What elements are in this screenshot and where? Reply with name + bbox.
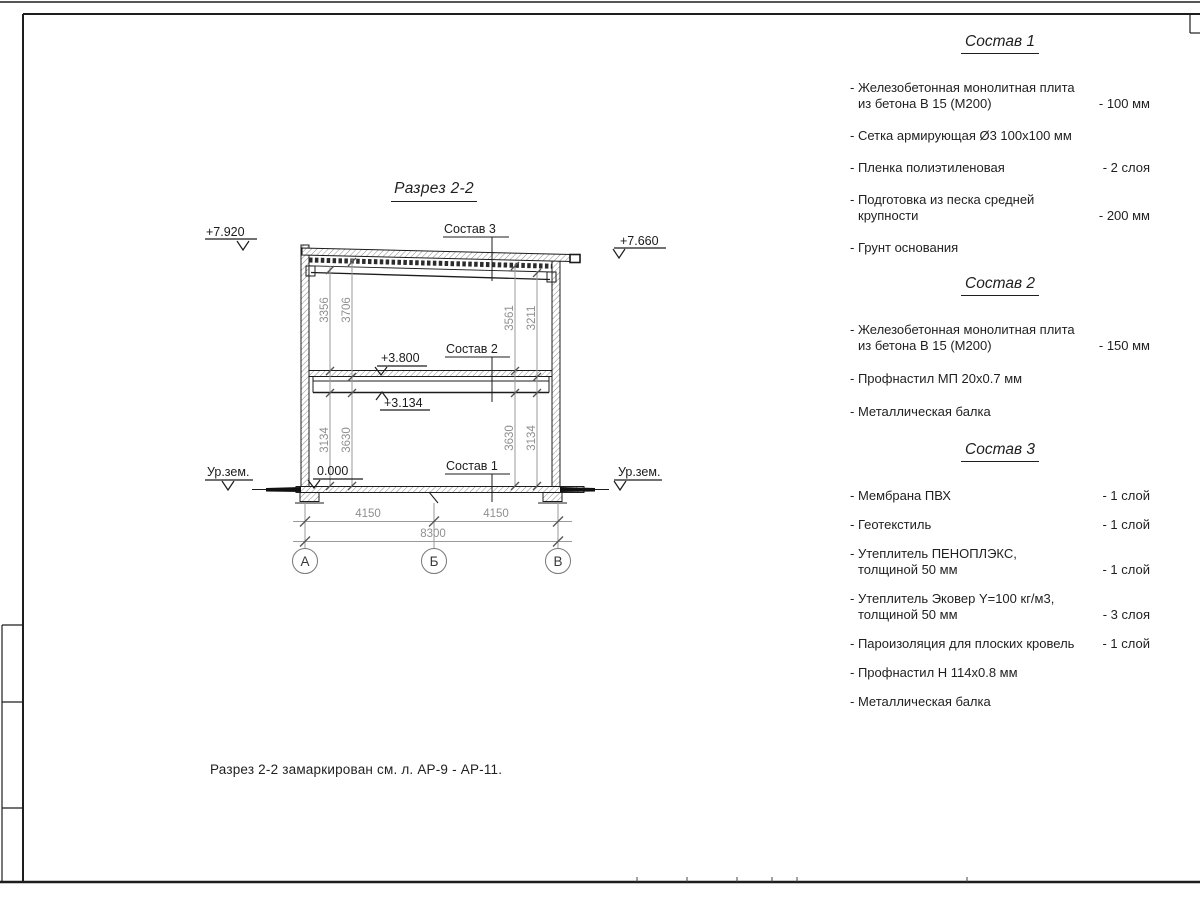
dim-right-inner-lower: 3630 <box>504 425 516 451</box>
drawing-title <box>353 180 515 202</box>
roof-edge-cap <box>570 255 580 263</box>
leader-sostav2-label: Состав 2 <box>446 342 498 356</box>
list-item: - Металлическая балка <box>850 404 991 419</box>
panel-sostav-1 <box>850 34 1150 272</box>
dim-left-outer-upper: 3706 <box>341 297 353 323</box>
leader-sostav3-label: Состав 3 <box>444 222 496 236</box>
list-item: - Пленка полиэтиленовая - 2 слоя <box>850 160 1150 175</box>
ground-wedge-left <box>266 487 301 492</box>
roof-beam-bottom <box>311 273 550 280</box>
elevation-roof-left <box>205 239 257 250</box>
dim-span-right: 4150 <box>483 508 509 520</box>
list-item: - Утеплитель Эковер Y=100 кг/м3, толщиной 50 мм - 3 слоя <box>850 591 1150 622</box>
footing-right <box>543 493 562 502</box>
list-item: - Геотекстиль - 1 слой <box>850 517 1150 532</box>
roof-slab <box>302 248 580 282</box>
wall-right <box>552 261 560 490</box>
drawing-title-text: Разрез 2-2 <box>391 180 477 202</box>
list-item: - Утеплитель ПЕНОПЛЭКС, толщиной 50 мм - 1 слой <box>850 546 1150 577</box>
list-item: - Подготовка из песка средней крупности - 200 мм <box>850 192 1150 223</box>
footing-left <box>300 493 319 502</box>
ground-level-left <box>205 480 253 490</box>
list-item: - Грунт основания <box>850 240 959 255</box>
list-item: - Профнастил МП 20х0.7 мм <box>850 371 1023 386</box>
elev-ground-floor-text: 0.000 <box>317 464 349 478</box>
ground-level-right <box>614 480 662 490</box>
wall-left <box>301 245 309 490</box>
panel-2-header: Состав 2 <box>850 276 1150 296</box>
panel-3-header: Состав 3 <box>850 442 1150 462</box>
building-section <box>252 245 609 503</box>
ground-level-right-text: Ур.зем. <box>618 465 661 479</box>
sheet-note: Разрез 2-2 замаркирован см. л. АР-9 - АР-11. <box>210 762 503 777</box>
ground-level-left-text: Ур.зем. <box>207 465 250 479</box>
list-item: - Железобетонная монолитная плита из бетона В 15 (М200) - 100 мм <box>850 80 1150 111</box>
list-item: - Сетка армирующая Ø3 100х100 мм <box>850 128 1072 143</box>
dim-right-outer-upper: 3211 <box>526 305 538 331</box>
dim-total: 8300 <box>420 528 446 540</box>
ground-wedge-right <box>560 487 595 492</box>
axis-bubble-b: Б <box>429 554 439 569</box>
list-item: - Металлическая балка <box>850 694 991 709</box>
elevation-roof-right <box>613 248 666 258</box>
elev-floor2-top-text: +3.800 <box>381 351 420 365</box>
ground-slab <box>252 487 609 504</box>
grid-axes <box>293 549 571 574</box>
panel-sostav-3 <box>850 442 1150 723</box>
dim-left-inner-lower: 3134 <box>319 427 331 453</box>
floor2-slab <box>309 371 552 393</box>
elev-floor2-bottom-text: +3.134 <box>384 396 423 410</box>
elev-roof-right-text: +7.660 <box>620 234 659 248</box>
panel-sostav-2 <box>850 276 1150 437</box>
dim-span-left: 4150 <box>355 508 381 520</box>
horizontal-dimensions <box>293 503 572 548</box>
list-item: - Профнастил Н 114х0.8 мм <box>850 665 1018 680</box>
left-margin-boxes <box>2 625 23 882</box>
elev-roof-left-text: +7.920 <box>206 225 245 239</box>
axis-bubble-a: А <box>300 554 310 569</box>
panel-1-header: Состав 1 <box>850 34 1150 54</box>
list-item: - Мембрана ПВХ - 1 слой <box>850 488 1150 503</box>
slab-break-mark <box>429 492 438 503</box>
axis-bubble-v: В <box>553 554 563 569</box>
dim-right-inner-upper: 3561 <box>504 305 516 331</box>
leader-sostav1-label: Состав 1 <box>446 459 498 473</box>
dim-left-inner-upper: 3356 <box>319 297 331 323</box>
dim-left-outer-lower: 3630 <box>341 427 353 453</box>
dim-right-outer-lower: 3134 <box>526 425 538 451</box>
frame-corner-box <box>1190 14 1200 33</box>
list-item: - Пароизоляция для плоских кровель - 1 слой <box>850 636 1150 651</box>
list-item: - Железобетонная монолитная плита из бетона В 15 (М200) - 150 мм <box>850 322 1150 353</box>
